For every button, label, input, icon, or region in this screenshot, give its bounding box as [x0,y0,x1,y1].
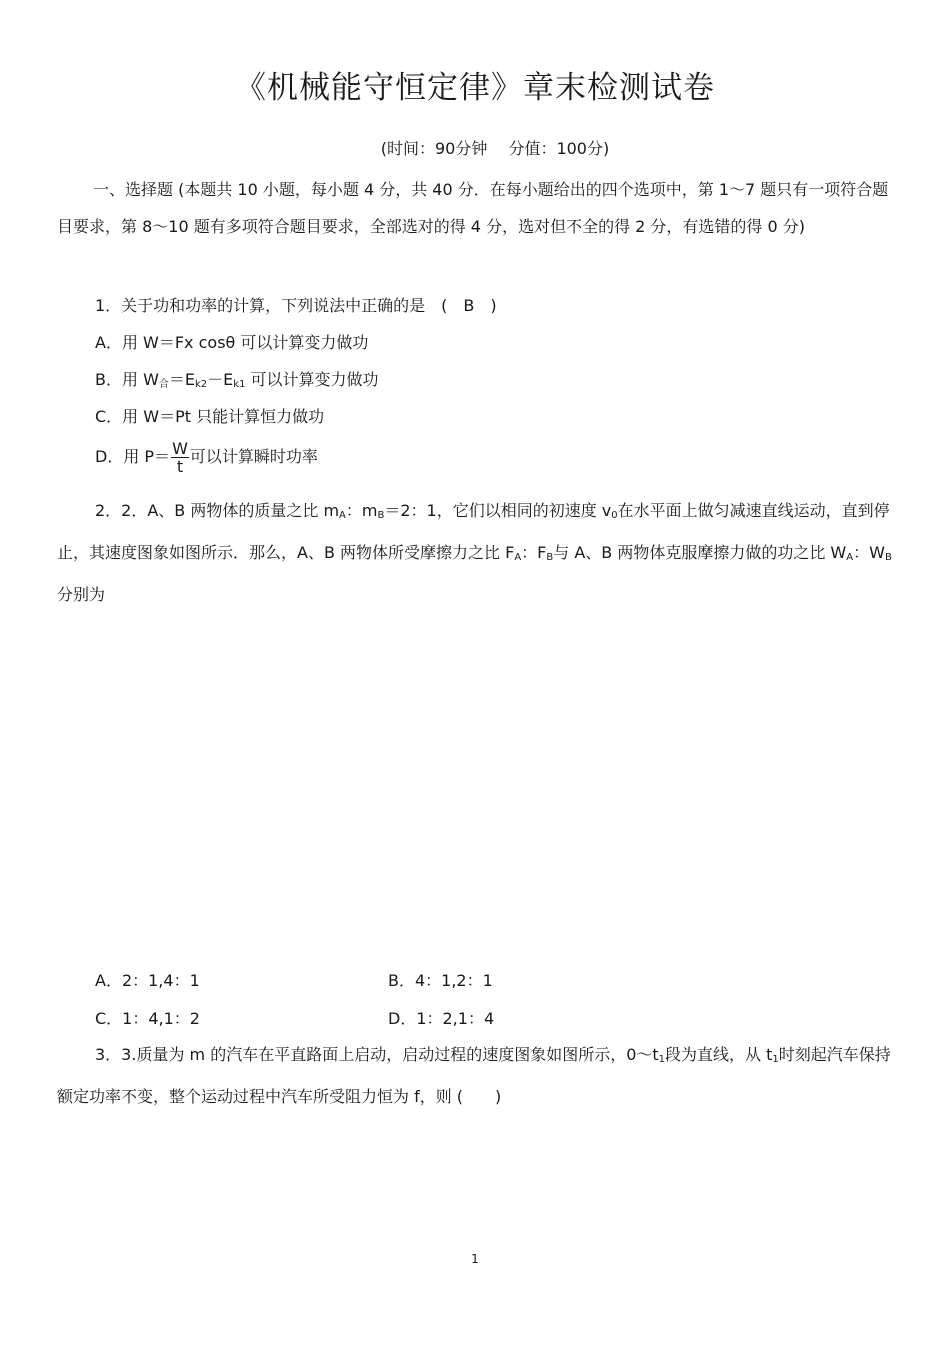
option-d-text-2: 可以计算瞬时功率 [189,447,318,466]
subscript: B [884,552,892,563]
section-instructions: 一、选择题 (本题共 10 小题，每小题 4 分，共 40 分．在每小题给出的四个选项中，第 1～7 题只有一项符合题目要求，第 8～10 题有多项符合题目要求，全部选对的得 4 分，选对但不全的得 2 分，有选错的得 0 分) [57,180,889,236]
subscript: B [377,510,385,521]
question-1-option-c: C．用 W＝Pt 只能计算恒力做功 [95,407,325,426]
q2-text: 2．2．A、B 两物体的质量之比 m [95,501,340,520]
subscript: 1 [658,1054,666,1065]
fraction-denominator: t [176,457,184,476]
q2-text: 在水平面上做匀减速直线运动，直到停止，其速度图象如图所示．那么，A、B 两物体所受摩擦力之比 F [57,501,890,562]
subscript: 1 [772,1054,779,1065]
question-2-option-c: C．1：4,1：2 [95,1009,200,1028]
q2-text: ：F [521,543,547,562]
subscript: A [339,510,346,521]
subscript: A [846,552,854,563]
q3-text: 时刻起汽车保持额定功率不变，整个运动过程中汽车所受阻力恒为 f，则 ( ) [57,1045,891,1106]
page-number: 1 [471,1252,479,1266]
q3-text: 段为直线，从 t [665,1045,773,1064]
option-b-text-2: ＝E [168,370,196,389]
option-b-text-3: －E [207,370,234,389]
subscript: B [546,552,554,563]
question-2-figure-area [57,610,892,950]
q2-text: ：m [345,501,378,520]
question-1-option-b [95,367,379,390]
question-2-option-a: A．2：1,4：1 [95,971,200,990]
subscript: 0 [611,510,618,521]
subscript: A [514,552,522,563]
option-d-text-1: D．用 P＝ [95,447,171,466]
subscript: 合 [158,379,169,390]
q2-text: ＝2：1，它们以相同的初速度 v [384,501,612,520]
page-title: 《机械能守恒定律》章末检测试卷 [235,70,715,106]
question-1-option-a: A．用 W＝Fx cosθ 可以计算变力做功 [95,333,369,352]
q2-text: ：W [853,543,885,562]
question-2-stem [57,492,892,613]
fraction-numerator: W [172,439,188,458]
option-b-text-4: 可以计算变力做功 [245,370,379,389]
question-1-stem: 1．关于功和功率的计算，下列说法中正确的是 ( B ) [95,296,497,315]
fraction [171,440,189,475]
exam-info: (时间：90分钟 分值：100分) [380,139,610,158]
q2-text: 分别为 [57,585,106,604]
question-1-option-d [95,440,318,475]
subscript: k1 [233,379,246,390]
option-b-text-1: B．用 W [95,370,159,389]
subscript: k2 [195,379,208,390]
question-2-option-d: D．1：2,1：4 [388,1009,495,1028]
q3-text: 3．3.质量为 m 的汽车在平直路面上启动，启动过程的速度图象如图所示，0～t [95,1045,659,1064]
q2-text: 与 A、B 两物体克服摩擦力做的功之比 W [553,543,847,562]
question-3-stem [57,1036,892,1115]
question-2-option-b: B．4：1,2：1 [388,971,493,990]
